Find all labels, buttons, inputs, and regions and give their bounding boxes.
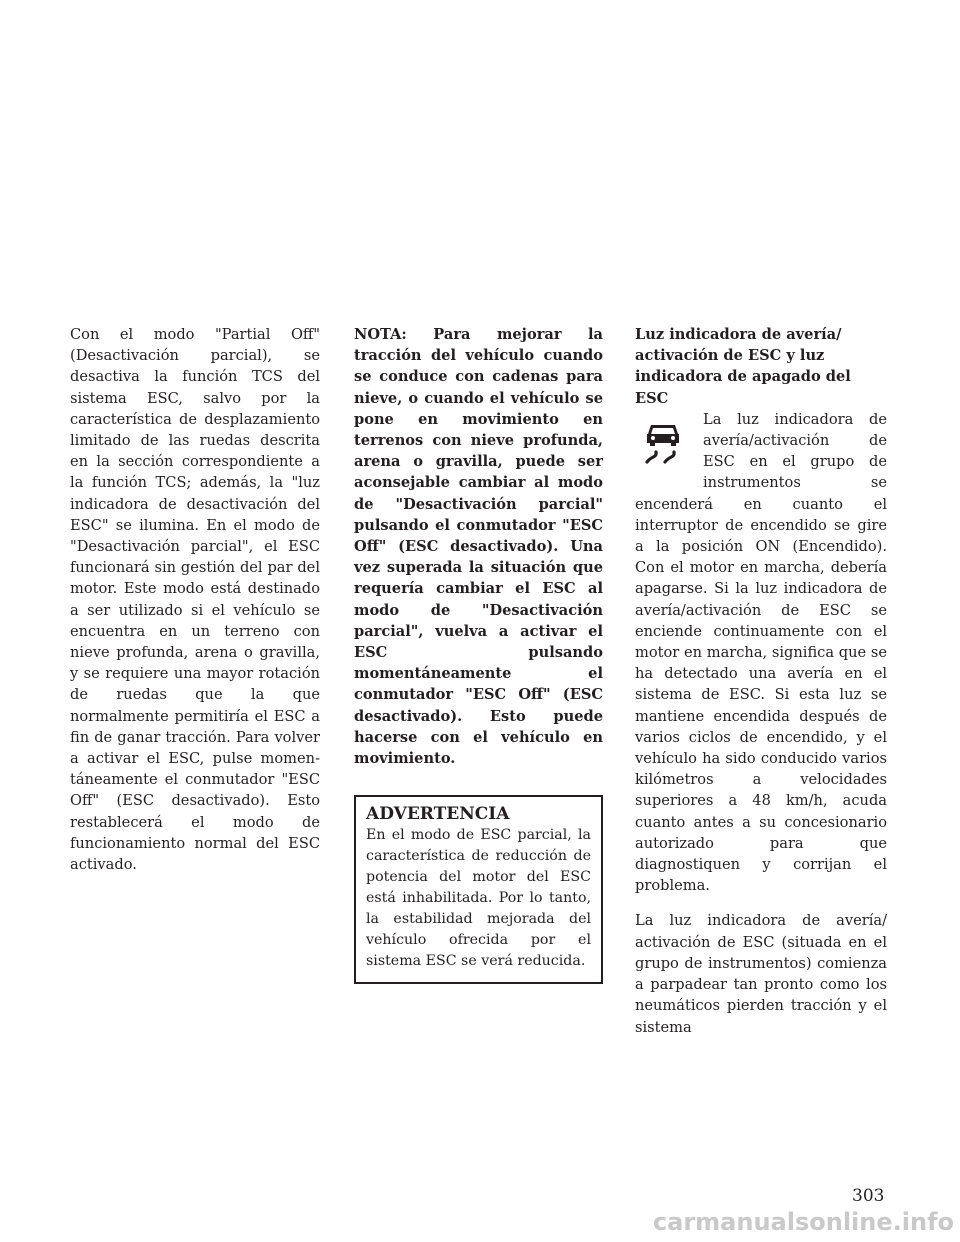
partial-off-paragraph: Con el modo "Partial Off" (Desactivación parcial), se desactiva la función TCS del sistema ESC, salvo por la característica de desplazamiento limitado de las ruedas descrita en la sección correspondiente a la función TCS; además, la "luz indicadora de desactivación del ESC" se ilumina. En el modo de "Desactivación parcial", el ESC funcionará sin gestión del par del motor. Este modo está destinado a ser utilizado si el vehículo se encuentra en un terreno con nieve profunda, arena o gravilla, y se requiere una mayor rotación de ruedas que la que normalmente permitiría el ESC a fin de ganar tracción. Para volver a activar el ESC, pulse momentáneamente el conmutador "ESC Off" (ESC desactivado). Esto restablecerá el modo de funcionamiento normal del ESC activado. <box>70 326 320 874</box>
left-column <box>70 324 320 875</box>
warning-box <box>354 795 603 984</box>
warning-title: ADVERTENCIA <box>366 804 510 825</box>
section-heading: Luz indicadora de avería/ activación de ESC y luz indicadora de apagado del ESC <box>635 326 851 407</box>
indicator-paragraph-1: La luz indicadora de avería/activación de ESC en el grupo de instrumentos se encenderá en cuanto el interruptor de encendido se gire a la posición ON (Encendido). Con el motor en marcha, debería apagarse. Si la luz indicadora de avería/activación de ESC se enciende continuamente con el motor en marcha, significa que se ha detectado una avería en el sistema de ESC. Si esta luz se mantiene encendida después de varios ciclos de encendido, y el vehículo ha sido conducido varios kilómetros a velocidades superiores a 48 km/h, acuda cuanto antes a su concesionario autorizado para que diagnostiquen y corrijan el problema. <box>635 410 887 895</box>
page-number: 303 <box>852 1186 885 1206</box>
warning-text: En el modo de ESC parcial, la característica de reducción de potencia del motor del ESC está inhabilitada. Por lo tanto, la estabilidad mejorada del vehículo ofrecida por el sistema ESC se verá reducida. <box>366 827 591 970</box>
watermark: carmanualsonline.info <box>652 1208 954 1236</box>
middle-column <box>354 324 603 984</box>
note-paragraph: NOTA: Para mejorar la tracción del vehículo cuando se conduce con cadenas para nieve, o cuando el vehículo se pone en movimiento en terrenos con nieve profunda, arena o gravilla, puede ser aconsejable cambiar al modo de "Desactivación parcial" pulsando el conmutador "ESC Off" (ESC desactivado). Una vez superada la situación que requería cambiar el ESC al modo de "Desactivación parcial", vuelva a activar el ESC pulsando momentáneamente el conmutador "ESC Off" (ESC desactivado). Esto puede hacerse con el vehículo en movimiento. <box>354 326 603 768</box>
indicator-paragraph-2: La luz indicadora de avería/ activación de ESC (situada en el grupo de instrumentos) comienza a parpadear tan pronto como los neumáticos pierden tracción y el sistema <box>635 912 887 1036</box>
esc-skid-car-icon <box>635 411 703 487</box>
right-column <box>635 324 887 1038</box>
